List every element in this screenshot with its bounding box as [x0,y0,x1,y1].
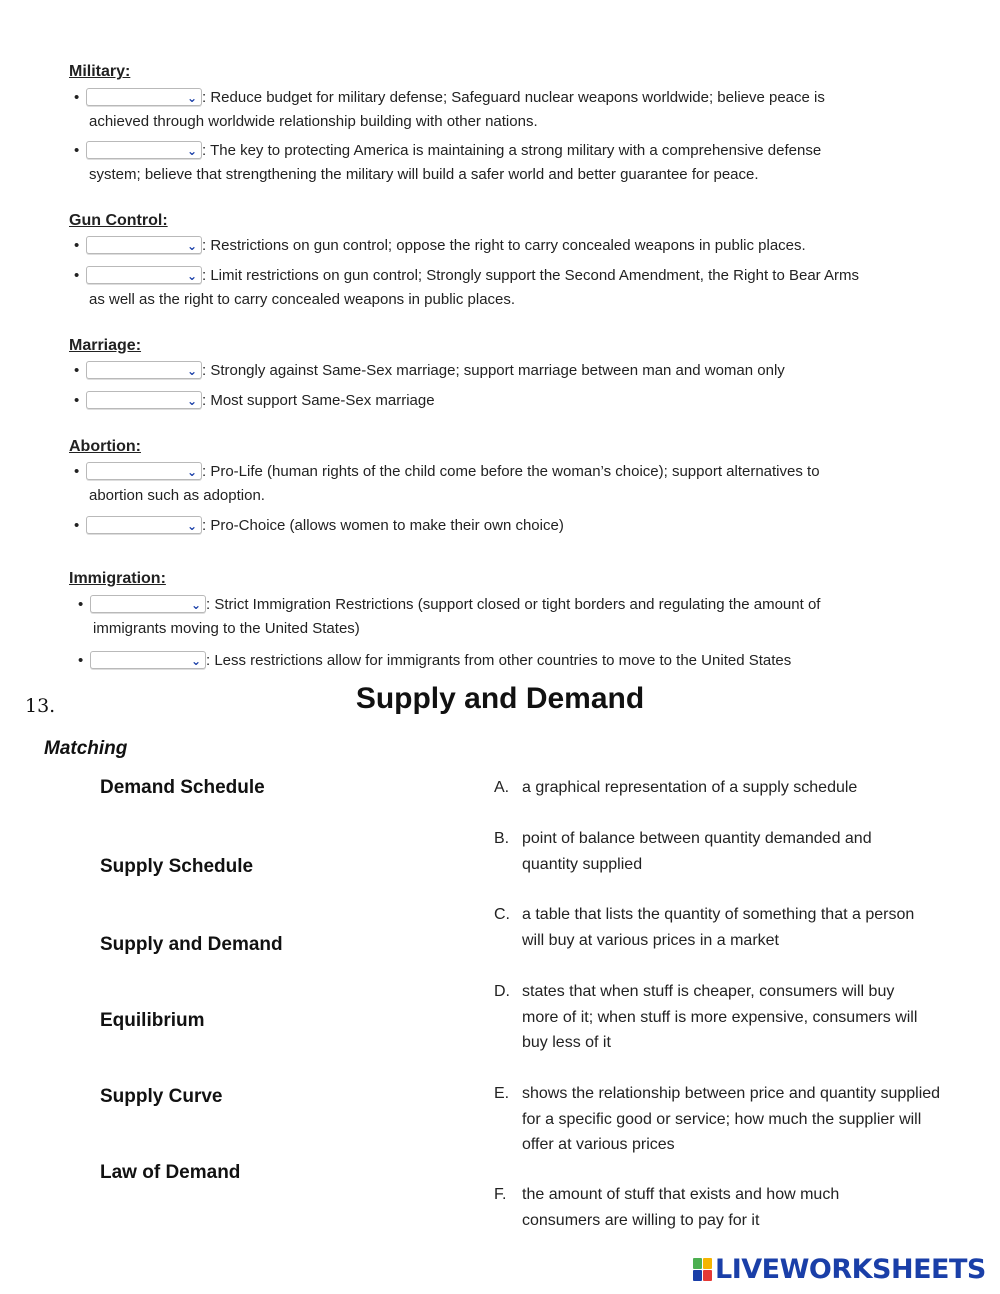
answer-dropdown[interactable] [86,462,202,480]
section-title-marriage: Marriage: [69,337,142,354]
liveworksheets-logo [693,1252,986,1286]
match-term[interactable]: Law of Demand [100,1162,241,1183]
match-term[interactable]: Equilibrium [100,1010,205,1031]
chevron-down-icon: ⌄ [186,518,197,533]
logo-text: LIVEWORKSHEETS [715,1253,986,1285]
chevron-down-icon: ⌄ [186,393,197,408]
matching-label: Matching [44,738,128,759]
section-title-abortion: Abortion: [69,438,141,455]
bullet: • [74,463,80,480]
section-title-gun-control: Gun Control: [69,212,168,229]
section-title-military: Military: [69,63,131,80]
bullet: • [78,652,84,669]
chevron-down-icon: ⌄ [186,268,197,283]
bullet: • [74,362,80,379]
answer-dropdown[interactable] [90,595,206,613]
chevron-down-icon: ⌄ [186,143,197,158]
chevron-down-icon: ⌄ [186,90,197,105]
match-term[interactable]: Demand Schedule [100,777,265,798]
answer-dropdown[interactable] [90,651,206,669]
answer-dropdown[interactable] [86,141,202,159]
chevron-down-icon: ⌄ [190,653,201,668]
bullet: • [74,89,80,106]
bullet: • [74,237,80,254]
bullet: • [74,517,80,534]
answer-dropdown[interactable] [86,236,202,254]
answer-dropdown[interactable] [86,391,202,409]
match-term[interactable]: Supply Schedule [100,856,254,877]
chevron-down-icon: ⌄ [186,363,197,378]
chevron-down-icon: ⌄ [186,238,197,253]
page-title: Supply and Demand [355,682,645,715]
question-number: 13. [25,695,56,717]
section-title-immigration: Immigration: [69,570,166,587]
answer-dropdown[interactable] [86,361,202,379]
chevron-down-icon: ⌄ [190,597,201,612]
bullet: • [74,267,80,284]
chevron-down-icon: ⌄ [186,464,197,479]
match-term[interactable]: Supply Curve [100,1086,223,1107]
logo-mark-icon [693,1257,713,1281]
answer-dropdown[interactable] [86,266,202,284]
bullet: • [74,142,80,159]
answer-dropdown[interactable] [86,516,202,534]
answer-dropdown[interactable] [86,88,202,106]
bullet: • [78,596,84,613]
match-term[interactable]: Supply and Demand [100,934,283,955]
bullet: • [74,392,80,409]
